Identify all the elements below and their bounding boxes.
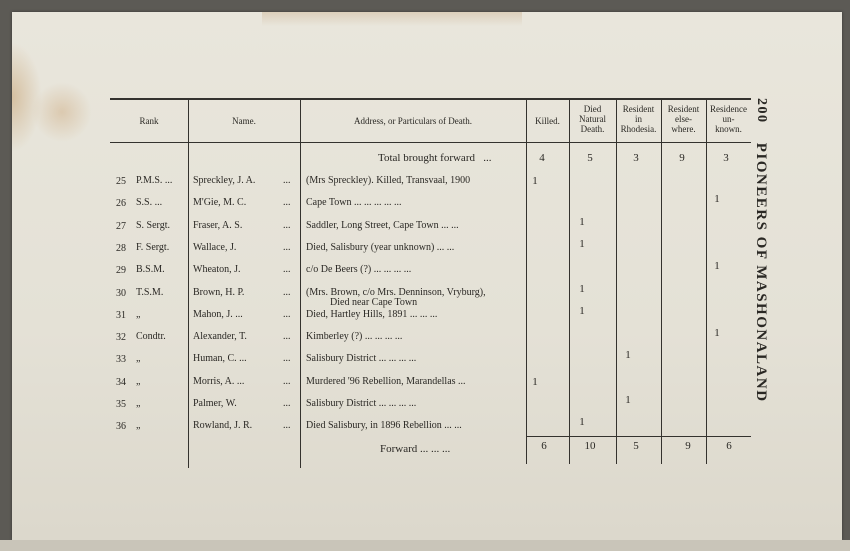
row-rank: P.M.S. ... bbox=[136, 175, 173, 186]
row-name-dots: ... bbox=[283, 398, 291, 409]
row-name: Wheaton, J. bbox=[193, 264, 241, 276]
row-name: Human, C. ... bbox=[193, 353, 247, 365]
row-name: Rowland, J. R. bbox=[193, 420, 253, 432]
row-name-dots: ... bbox=[283, 264, 291, 276]
page-number: 200 bbox=[754, 98, 769, 124]
row-number: 25 bbox=[116, 176, 126, 187]
row-number: 27 bbox=[116, 220, 126, 232]
row-unknown-count: 1 bbox=[714, 193, 720, 206]
fw-unknown: 6 bbox=[726, 440, 732, 452]
header-killed: Killed. bbox=[535, 116, 560, 126]
row-name-dots: ... bbox=[283, 175, 291, 186]
row-died-count: 1 bbox=[579, 416, 585, 429]
running-head bbox=[752, 98, 769, 403]
row-name-dots: ... bbox=[283, 331, 291, 343]
row-rhodesia-count: 1 bbox=[625, 349, 631, 362]
row-rank: „ bbox=[136, 375, 141, 387]
row-number: 29 bbox=[116, 265, 126, 277]
header-resident-rhodesia: Resident in Rhodesia. bbox=[620, 104, 657, 134]
row-address: (Mrs. Brown, c/o Mrs. Denninson, Vryburg), bbox=[306, 286, 486, 298]
row-rhodesia-count: 1 bbox=[625, 394, 631, 406]
row-name: Spreckley, J. A. bbox=[193, 175, 256, 186]
row-rank: S.S. ... bbox=[136, 197, 163, 209]
row-name-dots: ... bbox=[283, 286, 291, 298]
row-rank: Condtr. bbox=[136, 331, 166, 343]
fw-elsewhere: 9 bbox=[685, 440, 691, 452]
row-rank: T.S.M. bbox=[136, 286, 164, 298]
table-top-rule bbox=[110, 98, 751, 100]
header-resident-elsewhere: Resident else- where. bbox=[667, 104, 700, 134]
row-number: 31 bbox=[116, 309, 126, 321]
row-number: 34 bbox=[116, 376, 126, 388]
fw-rhodesia: 5 bbox=[633, 440, 639, 452]
page-edge bbox=[0, 540, 850, 551]
row-name: Morris, A. ... bbox=[193, 375, 245, 387]
row-address: Salisbury District ... ... ... ... bbox=[306, 398, 417, 409]
row-died-count: 1 bbox=[579, 237, 585, 250]
row-rank: „ bbox=[136, 398, 141, 409]
column-rule bbox=[569, 98, 570, 464]
row-address: c/o De Beers (?) ... ... ... ... bbox=[306, 264, 412, 276]
brought-forward-label: Total brought forward ... bbox=[378, 152, 492, 164]
row-name: Mahon, J. ... bbox=[193, 308, 243, 320]
fw-died: 10 bbox=[584, 440, 596, 452]
row-number: 32 bbox=[116, 332, 126, 344]
row-address: Saddler, Long Street, Cape Town ... ... bbox=[306, 219, 459, 231]
row-name: Brown, H. P. bbox=[193, 286, 245, 298]
row-unknown-count: 1 bbox=[714, 327, 720, 340]
row-died-count: 1 bbox=[579, 304, 585, 317]
row-address: Salisbury District ... ... ... ... bbox=[306, 353, 417, 365]
bf-died: 5 bbox=[587, 152, 593, 164]
row-name-dots: ... bbox=[283, 197, 291, 209]
forward-label: Forward ... ... ... bbox=[380, 443, 451, 455]
row-killed-count: 1 bbox=[532, 375, 538, 388]
row-address: Died, Hartley Hills, 1891 ... ... ... bbox=[306, 308, 438, 320]
header-died: Died Natural Death. bbox=[579, 104, 606, 134]
row-unknown-count: 1 bbox=[714, 260, 720, 273]
row-address: Died, Salisbury (year unknown) ... ... bbox=[306, 241, 455, 253]
header-rank: Rank bbox=[139, 116, 159, 126]
row-name: Palmer, W. bbox=[193, 398, 237, 409]
book-page bbox=[12, 12, 842, 540]
bf-rhodesia: 3 bbox=[633, 152, 639, 164]
row-rank: S. Sergt. bbox=[136, 219, 170, 231]
header-address: Address, or Particulars of Death. bbox=[354, 116, 472, 126]
bf-unknown: 3 bbox=[723, 152, 729, 164]
row-address: Died Salisbury, in 1896 Rebellion ... ... bbox=[306, 420, 462, 432]
row-rank: „ bbox=[136, 308, 141, 320]
row-died-count: 1 bbox=[579, 282, 585, 295]
column-rule bbox=[188, 98, 189, 468]
header-residence-unknown: Residence un- known. bbox=[710, 104, 747, 134]
row-rank: „ bbox=[136, 353, 141, 365]
row-number: 26 bbox=[116, 198, 126, 210]
row-number: 35 bbox=[116, 399, 126, 410]
row-name: Wallace, J. bbox=[193, 241, 237, 253]
row-name: M'Gie, M. C. bbox=[193, 197, 247, 209]
header-bottom-rule bbox=[110, 142, 751, 143]
row-name-dots: ... bbox=[283, 308, 291, 320]
bf-elsewhere: 9 bbox=[679, 152, 685, 164]
fw-killed: 6 bbox=[541, 440, 547, 452]
header-name: Name. bbox=[232, 116, 256, 126]
row-rank: „ bbox=[136, 420, 141, 432]
column-rule bbox=[616, 98, 617, 464]
row-name: Alexander, T. bbox=[193, 331, 247, 343]
row-name-dots: ... bbox=[283, 353, 291, 365]
row-address: Kimberley (?) ... ... ... ... bbox=[306, 331, 403, 343]
column-rule bbox=[661, 98, 662, 464]
row-rank: F. Sergt. bbox=[136, 241, 170, 253]
foxing-stain bbox=[32, 82, 92, 142]
row-name-dots: ... bbox=[283, 420, 291, 432]
row-number: 28 bbox=[116, 242, 126, 254]
row-number: 33 bbox=[116, 354, 126, 366]
row-address: Cape Town ... ... ... ... ... bbox=[306, 197, 402, 209]
foxing-stain bbox=[262, 12, 522, 26]
column-rule bbox=[706, 98, 707, 464]
row-name-dots: ... bbox=[283, 241, 291, 253]
row-rank: B.S.M. bbox=[136, 264, 165, 276]
forward-total-rule bbox=[526, 436, 751, 437]
column-rule bbox=[526, 98, 527, 464]
row-killed-count: 1 bbox=[532, 175, 538, 187]
row-address-continued: Died near Cape Town bbox=[330, 296, 418, 308]
row-name: Fraser, A. S. bbox=[193, 219, 243, 231]
row-name-dots: ... bbox=[283, 375, 291, 387]
row-died-count: 1 bbox=[579, 215, 585, 228]
row-address: Murdered '96 Rebellion, Marandellas ... bbox=[306, 375, 466, 387]
row-address: (Mrs Spreckley). Killed, Transvaal, 1900 bbox=[306, 175, 471, 186]
row-number: 36 bbox=[116, 421, 126, 433]
book-title: PIONEERS OF MASHONALAND bbox=[753, 142, 769, 403]
bf-killed: 4 bbox=[539, 152, 545, 164]
row-name-dots: ... bbox=[283, 219, 291, 231]
column-rule bbox=[300, 98, 301, 468]
row-number: 30 bbox=[116, 287, 126, 299]
